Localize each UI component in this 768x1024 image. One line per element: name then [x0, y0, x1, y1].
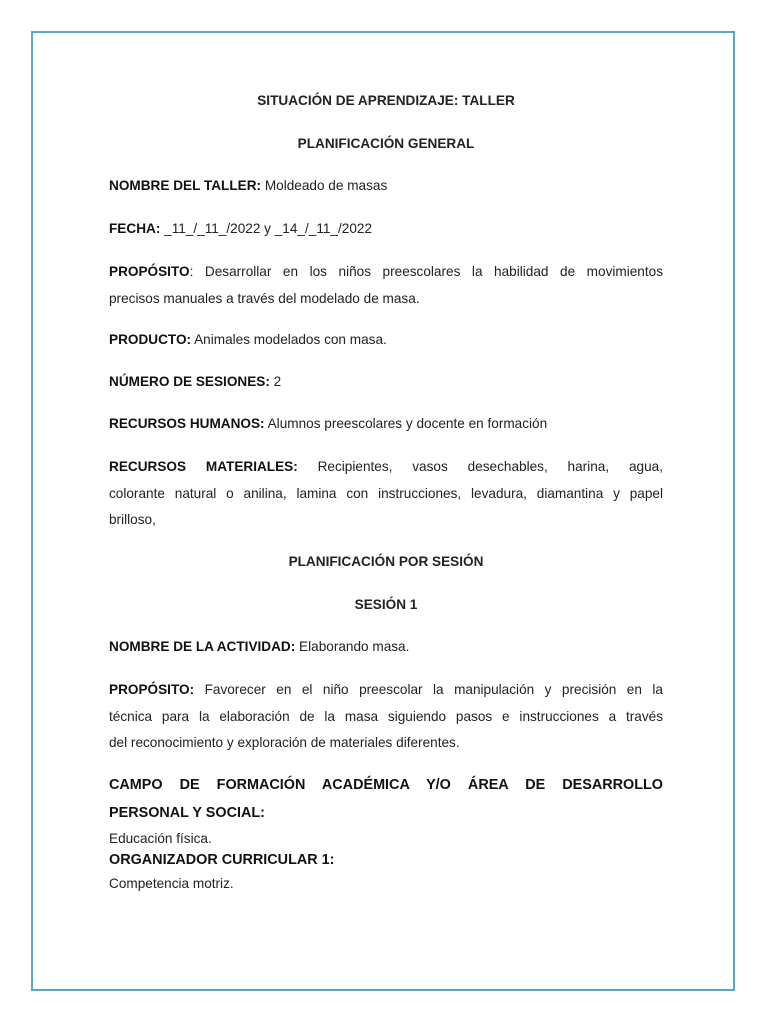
training-field-heading-2: PERSONAL Y SOCIAL: [109, 805, 265, 821]
session-planning-heading: PLANIFICACIÓN POR SESIÓN [288, 554, 484, 569]
date-line [109, 216, 663, 242]
activity-name-value: Elaborando masa. [295, 639, 410, 654]
general-purpose-line-2: precisos manuales a través del modelado de masa. [109, 291, 420, 306]
material-resources-line-2: colorante natural o anilina, lamina con instrucciones, levadura, diamantina y papel [109, 486, 663, 501]
activity-name-label: NOMBRE DE LA ACTIVIDAD: [109, 639, 296, 654]
date-value: _11_/_11_/2022 y _14_/_11_/2022 [160, 221, 373, 236]
session-purpose-text-1: Favorecer en el niño preescolar la manipulación y precisión en la [194, 682, 663, 697]
workshop-name-value: Moldeado de masas [261, 178, 388, 193]
session-purpose-line-2: técnica para la elaboración de la masa siguiendo pasos e instrucciones a través [109, 709, 663, 724]
sessions-label: NÚMERO DE SESIONES: [109, 374, 270, 389]
general-purpose-line-1 [109, 259, 663, 285]
human-resources-value: Alumnos preescolares y docente en formación [264, 416, 548, 431]
session-1-heading: SESIÓN 1 [354, 597, 418, 612]
activity-name-line [109, 634, 663, 660]
session-purpose-line-1 [109, 677, 663, 703]
material-resources-line-3: brilloso, [109, 512, 156, 527]
workshop-name-label: NOMBRE DEL TALLER: [109, 178, 262, 193]
general-purpose-label: PROPÓSITO [109, 264, 190, 279]
date-label: FECHA: [109, 221, 161, 236]
session-purpose-line-3: del reconocimiento y exploración de materiales diferentes. [109, 735, 460, 750]
document-page [31, 31, 735, 991]
product-line [109, 327, 663, 353]
workshop-name-line [109, 173, 663, 199]
general-planning-heading: PLANIFICACIÓN GENERAL [297, 136, 475, 151]
document-title: SITUACIÓN DE APRENDIZAJE: TALLER [257, 93, 515, 108]
general-purpose-text-1: : Desarrollar en los niños preescolares la habilidad de movimientos [189, 264, 663, 279]
training-field-value: Educación física. [109, 831, 212, 846]
sessions-line [109, 369, 663, 395]
human-resources-label: RECURSOS HUMANOS: [109, 416, 265, 431]
sessions-value: 2 [269, 374, 282, 389]
material-resources-line-1 [109, 454, 663, 480]
training-field-heading-1: CAMPO DE FORMACIÓN ACADÉMICA Y/O ÁREA DE DESARROLLO [109, 777, 663, 793]
human-resources-line [109, 411, 663, 437]
product-value: Animales modelados con masa. [191, 332, 387, 347]
curricular-organizer-value: Competencia motriz. [109, 876, 234, 891]
product-label: PRODUCTO: [109, 332, 192, 347]
material-resources-text-1: Recipientes, vasos desechables, harina, agua, [297, 459, 663, 474]
material-resources-label: RECURSOS MATERIALES: [109, 459, 298, 474]
session-purpose-label: PROPÓSITO: [109, 682, 195, 697]
curricular-organizer-label: ORGANIZADOR CURRICULAR 1: [109, 852, 335, 868]
